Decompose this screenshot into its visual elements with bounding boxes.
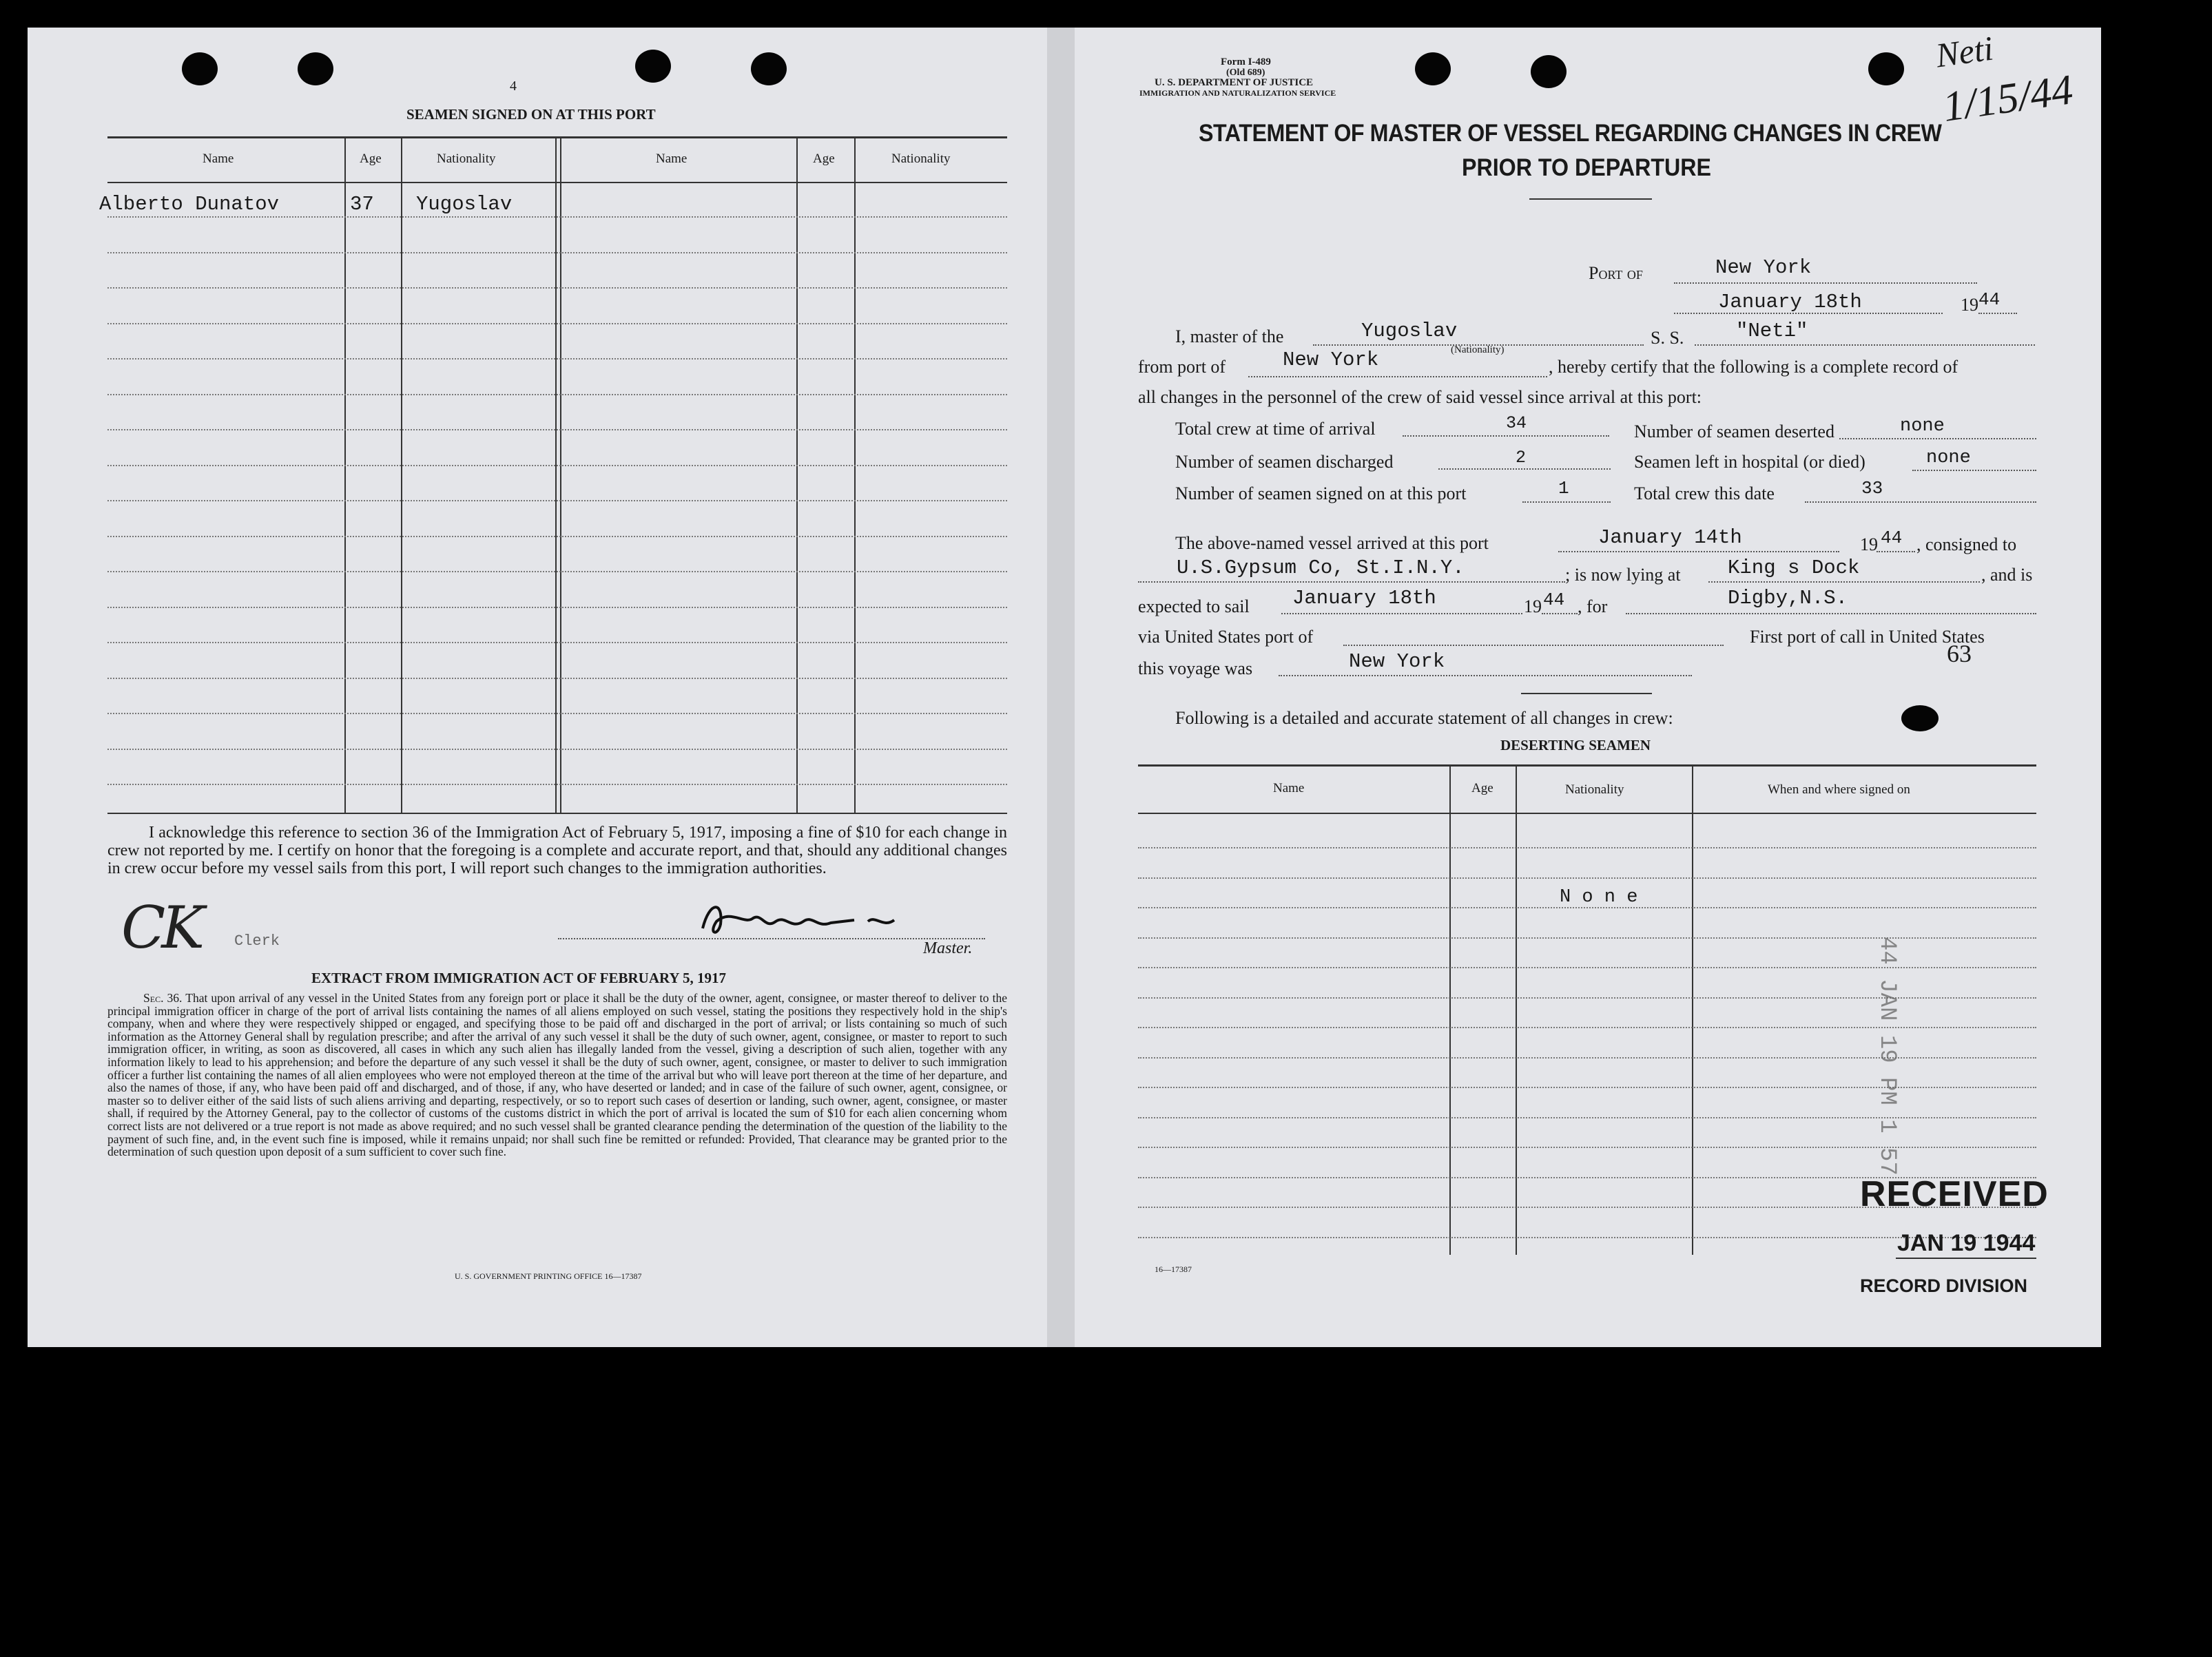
table-row-age: 37 bbox=[350, 193, 374, 216]
table-row-line bbox=[107, 784, 1007, 785]
ss-label: S. S. bbox=[1651, 328, 1684, 348]
form-number: Form I-489 bbox=[1221, 56, 1271, 67]
deserting-row-line bbox=[1138, 1027, 2036, 1028]
table-row-line bbox=[107, 394, 1007, 395]
deserting-row-line bbox=[1138, 937, 2036, 939]
deserting-row-line bbox=[1138, 1057, 2036, 1059]
expected-year-line bbox=[1542, 613, 1578, 614]
signed-on-value: 1 bbox=[1558, 478, 1569, 499]
year-line bbox=[1978, 313, 2017, 314]
deserting-col-divider bbox=[1692, 766, 1693, 1255]
deserting-title: DESERTING SEAMEN bbox=[1500, 737, 1651, 753]
deserting-col-divider bbox=[1516, 766, 1517, 1255]
discharged-label: Number of seamen discharged bbox=[1175, 452, 1394, 472]
table-row-line bbox=[107, 252, 1007, 253]
punch-hole bbox=[751, 52, 787, 85]
vertical-stamp: 44 JAN 19 PM 1 57 bbox=[1874, 937, 1900, 1176]
arrived-label: The above-named vessel arrived at this port bbox=[1175, 533, 1489, 553]
port-label: Port of bbox=[1589, 263, 1643, 283]
handwritten-date: 1/15/44 bbox=[1940, 66, 2076, 131]
handwritten-note: Neti bbox=[1933, 28, 1996, 75]
deserting-table-header-rule bbox=[1138, 813, 2036, 814]
form-footer: 16—17387 bbox=[1155, 1264, 1192, 1274]
hospital-label: Seamen left in hospital (or died) bbox=[1634, 452, 1865, 472]
deserting-table-top bbox=[1138, 764, 2036, 767]
deserting-col-divider bbox=[1449, 766, 1451, 1255]
page-title: SEAMEN SIGNED ON AT THIS PORT bbox=[406, 106, 656, 123]
via-line bbox=[1343, 645, 1724, 646]
column-header-age: Age bbox=[813, 152, 835, 166]
master-label: Master. bbox=[923, 939, 973, 957]
first-port-line bbox=[1279, 675, 1692, 676]
total-crew-arrival-line bbox=[1403, 435, 1609, 437]
lying-line bbox=[1708, 581, 1980, 583]
certify-text-2: all changes in the personnel of the crew of said vessel since arrival at this port: bbox=[1138, 387, 1702, 407]
ship-name-line bbox=[1695, 344, 2035, 346]
hospital-line bbox=[1912, 470, 2036, 471]
certify-text: , hereby certify that the following is a complete record of bbox=[1549, 357, 1958, 377]
table-row-line bbox=[107, 287, 1007, 289]
deserting-row-line bbox=[1138, 1087, 2036, 1088]
nationality-caption: (Nationality) bbox=[1451, 344, 1505, 355]
expected-year: 44 bbox=[1543, 590, 1565, 610]
first-port-line2: this voyage was bbox=[1138, 658, 1253, 678]
expected-label: expected to sail bbox=[1138, 596, 1250, 616]
port-value: New York bbox=[1715, 256, 1812, 279]
from-port-line bbox=[1248, 376, 1547, 377]
signed-on-label: Number of seamen signed on at this port bbox=[1175, 483, 1467, 503]
table-col-divider bbox=[401, 138, 402, 813]
total-crew-date-line bbox=[1805, 501, 2036, 503]
deserted-value: none bbox=[1900, 416, 1945, 437]
signed-on-line bbox=[1522, 501, 1611, 503]
master-signature bbox=[696, 894, 985, 942]
date-line bbox=[1674, 313, 1943, 314]
column-header-name: Name bbox=[656, 152, 688, 166]
table-col-divider bbox=[796, 138, 798, 813]
deserting-row-line bbox=[1138, 997, 2036, 999]
lying-value: King s Dock bbox=[1728, 556, 1860, 579]
table-row-line bbox=[107, 713, 1007, 714]
destination-line bbox=[1626, 613, 2036, 614]
section-divider bbox=[1521, 693, 1652, 694]
column-header-nationality: Nationality bbox=[437, 152, 496, 166]
deserting-row-line bbox=[1138, 847, 2036, 848]
punch-hole bbox=[298, 52, 333, 85]
deserting-row-line bbox=[1138, 877, 2036, 879]
table-row-line bbox=[107, 465, 1007, 466]
service: IMMIGRATION AND NATURALIZATION SERVICE bbox=[1139, 88, 1336, 98]
total-crew-arrival-label: Total crew at time of arrival bbox=[1175, 419, 1376, 439]
table-top-rule bbox=[107, 136, 1007, 138]
punch-hole bbox=[1868, 52, 1904, 85]
table-row-line bbox=[107, 323, 1007, 324]
table-row-line bbox=[107, 642, 1007, 643]
table-header-rule bbox=[107, 182, 1007, 183]
deserted-label: Number of seamen deserted bbox=[1634, 421, 1834, 441]
deserting-row-line bbox=[1138, 1147, 2036, 1148]
arrived-year: 44 bbox=[1881, 528, 1903, 548]
destination-value: Digby,N.S. bbox=[1728, 587, 1848, 609]
page-fold bbox=[1047, 28, 1075, 1347]
deserting-column-name: Name bbox=[1273, 781, 1305, 795]
printing-office: U. S. GOVERNMENT PRINTING OFFICE 16—17387 bbox=[455, 1271, 642, 1281]
nationality-value: Yugoslav bbox=[1361, 320, 1458, 342]
and-is-label: , and is bbox=[1981, 565, 2033, 585]
table-row-nationality: Yugoslav bbox=[416, 193, 513, 216]
consigned-label: , consigned to bbox=[1916, 534, 2017, 554]
year-value: 44 bbox=[1978, 289, 2001, 310]
deserting-entry: N o n e bbox=[1560, 887, 1638, 908]
deserting-row-line bbox=[1138, 967, 2036, 968]
year-prefix: 19 bbox=[1961, 295, 1978, 315]
total-crew-date-label: Total crew this date bbox=[1634, 483, 1775, 503]
table-row-line bbox=[107, 429, 1007, 430]
form-title-line1: STATEMENT OF MASTER OF VESSEL REGARDING CHANGES IN CREW bbox=[1199, 120, 1942, 147]
from-port-value: New York bbox=[1283, 348, 1379, 371]
sec36-body: That upon arrival of any vessel in the United States from any foreign port or place it shall be the duty of the owner, agent, consignee, or master thereof to deliver to the principal immigration officer in charge of the port of arrival lists containing the names of all aliens employed on such vessel, stating the positions they respectively hold in the ship's company, when and where they were respectively shipped or engaged, and specifying those to be paid off and discharged in the port of arrival; or lists containing so much of such information as the Attorney General shall by regulation prescribe; and after the arrival of any such vessel it shall be the duty of such owner, agent, consignee, or master to report to such immigration officer, in writing, as soon as discovered, all cases in which any such alien has illegally landed from the vessel, giving a description of such alien, together with any information likely to lead to his apprehension; and before the departure of any such vessel it shall be the duty of such owner, agent, consignee, or master to deliver to such immigration officer a further list containing the names of all alien employees who were not employed thereon at the time of the arrival but who will leave port thereon at the time of her departure, and also the names of those, if any, who have been paid off and discharged, and of those, if any, who have deserted or landed; and in case of the failure of such owner, agent, consignee, or master so to deliver either of the said lists of such aliens arriving and departing, respectively, or so to report such cases of desertion or landing, such owner, agent, consignee, or master shall, if required by the Attorney General, pay to the collector of customs of the customs district in which the port of arrival is located the sum of $10 for each alien concerning whom correct lists are not delivered or a true report is not made as above required; and no such vessel shall be granted clearance pending the determination of the question of the liability to the payment of such fine, and, in the event such fine is imposed, while it remains unpaid; nor shall such fine be remitted or refunded: Provided, That clearance may be granted prior to the determination of such question upon deposit of a sum sufficient to cover such fine. bbox=[107, 991, 1007, 1159]
received-date-stamp: JAN 19 1944 bbox=[1897, 1230, 2036, 1256]
received-date-underline bbox=[1896, 1258, 2036, 1259]
form-title-line2: PRIOR TO DEPARTURE bbox=[1462, 154, 1711, 181]
expected-line bbox=[1281, 613, 1522, 614]
deserting-column-signed-on: When and where signed on bbox=[1768, 782, 1910, 797]
deserting-column-age: Age bbox=[1471, 781, 1493, 795]
master-of-label: I, master of the bbox=[1175, 326, 1284, 346]
deserted-line bbox=[1839, 438, 2036, 439]
table-row-line bbox=[107, 500, 1007, 501]
column-header-age: Age bbox=[360, 152, 382, 166]
clerk-initials: CK bbox=[121, 894, 201, 961]
title-underline bbox=[1529, 198, 1652, 200]
punch-hole bbox=[1531, 55, 1567, 88]
consignee-value: U.S.Gypsum Co, St.I.N.Y. bbox=[1177, 556, 1465, 579]
punch-hole bbox=[635, 50, 671, 83]
record-division-stamp: RECORD DIVISION bbox=[1860, 1275, 2028, 1296]
ship-name: "Neti" bbox=[1736, 320, 1808, 342]
discharged-line bbox=[1438, 468, 1611, 470]
received-stamp: RECEIVED bbox=[1860, 1174, 2049, 1214]
sec36-text bbox=[107, 992, 1007, 1158]
port-line bbox=[1674, 282, 1977, 284]
arrived-year-prefix: 19 bbox=[1860, 534, 1878, 554]
punch-hole bbox=[182, 52, 218, 85]
column-header-nationality: Nationality bbox=[891, 152, 951, 166]
right-page bbox=[1061, 28, 2101, 1347]
department: U. S. DEPARTMENT OF JUSTICE bbox=[1155, 77, 1314, 88]
table-row-line bbox=[107, 607, 1007, 608]
clerk-label: Clerk bbox=[234, 932, 280, 950]
extract-title: EXTRACT FROM IMMIGRATION ACT OF FEBRUARY 5, 1917 bbox=[311, 970, 727, 986]
margin-number: 63 bbox=[1947, 640, 1972, 667]
table-row-line bbox=[107, 216, 1007, 218]
table-col-divider bbox=[555, 138, 557, 813]
column-header-name: Name bbox=[203, 152, 234, 166]
consignee-line bbox=[1138, 581, 1565, 583]
arrived-year-line bbox=[1877, 551, 1915, 552]
punch-hole bbox=[1901, 705, 1939, 731]
total-crew-date-value: 33 bbox=[1861, 478, 1883, 499]
arrived-value: January 14th bbox=[1598, 526, 1742, 549]
punch-hole bbox=[1415, 52, 1451, 85]
statement-date: January 18th bbox=[1718, 291, 1862, 313]
table-col-divider bbox=[560, 138, 561, 813]
sec36-lead: Sec. 36. bbox=[143, 991, 183, 1005]
following-text: Following is a detailed and accurate statement of all changes in crew: bbox=[1175, 708, 1673, 728]
table-row-line bbox=[107, 749, 1007, 750]
table-bottom-rule bbox=[107, 813, 1007, 814]
hospital-value: none bbox=[1926, 448, 1971, 468]
old-form-number: (Old 689) bbox=[1226, 67, 1265, 78]
total-crew-arrival-value: 34 bbox=[1506, 413, 1527, 433]
first-port-label: First port of call in United States bbox=[1750, 627, 1985, 647]
arrived-line bbox=[1558, 551, 1839, 552]
discharged-value: 2 bbox=[1516, 448, 1527, 468]
first-port-value: New York bbox=[1349, 650, 1445, 673]
table-row-line bbox=[107, 571, 1007, 572]
table-col-divider bbox=[344, 138, 346, 813]
deserting-column-nationality: Nationality bbox=[1565, 782, 1624, 797]
table-row-line bbox=[107, 678, 1007, 679]
table-row-line bbox=[107, 536, 1007, 537]
expected-year-prefix: 19 bbox=[1524, 596, 1542, 616]
via-label: via United States port of bbox=[1138, 627, 1314, 647]
table-col-divider bbox=[854, 138, 856, 813]
table-row-name: Alberto Dunatov bbox=[99, 193, 280, 216]
table-row-line bbox=[107, 358, 1007, 359]
deserting-row-line bbox=[1138, 1117, 2036, 1118]
expected-value: January 18th bbox=[1292, 587, 1436, 609]
page-number: 4 bbox=[510, 79, 517, 94]
acknowledgement-text: I acknowledge this reference to section 36 of the Immigration Act of February 5, 1917, imposing a fine of $10 for each change in crew not reported by me. I certify on honor that the foregoing is a complete and accurate report, and that, should any additional changes in crew occur before my vessel sails from this port, I will report such changes to the immigration authorities. bbox=[107, 824, 1007, 877]
lying-label: ; is now lying at bbox=[1565, 565, 1681, 585]
from-port-label: from port of bbox=[1138, 357, 1226, 377]
for-label: , for bbox=[1578, 596, 1608, 616]
